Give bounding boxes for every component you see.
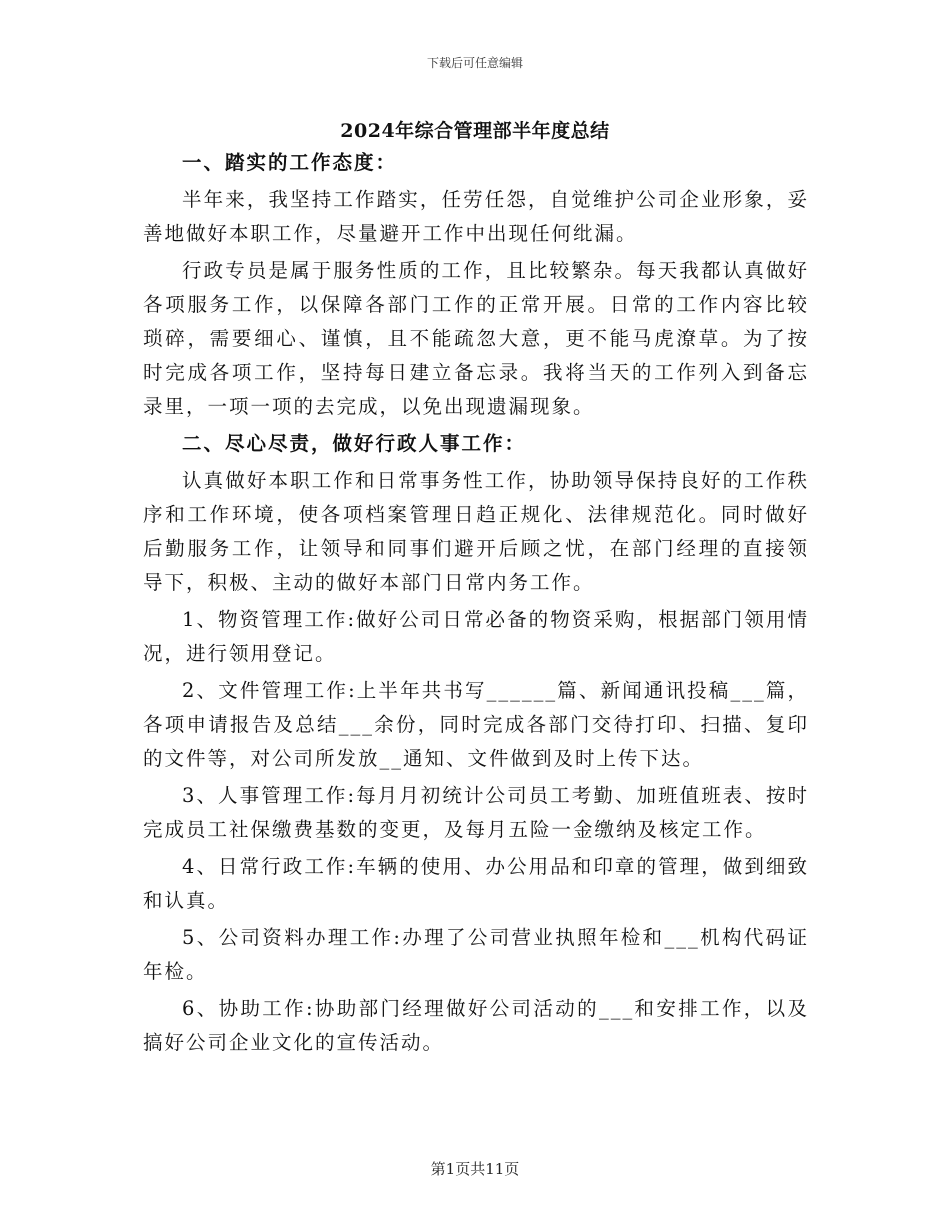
paragraph: 认真做好本职工作和日常事务性工作，协助领导保持良好的工作秩序和工作环境，使各项档案管理日趋正规化、法律规范化。同时做好后勤服务工作，让领导和同事们避开后顾之忧，在部门经理的直接领导下，积极、主动的做好本部门日常内务工作。 — [143, 469, 809, 594]
list-item: 4、日常行政工作:车辆的使用、办公用品和印章的管理，做到细致和认真。 — [143, 855, 809, 912]
list-item: 1、物资管理工作:做好公司日常必备的物资采购，根据部门领用情况，进行领用登记。 — [143, 608, 809, 665]
paragraph: 行政专员是属于服务性质的工作，且比较繁杂。每天我都认真做好各项服务工作，以保障各部门工作的正常开展。日常的工作内容比较琐碎，需要细心、谨慎，且不能疏忽大意，更不能马虎潦草。为了按时完成各项工作，坚持每日建立备忘录。我将当天的工作列入到备忘录里，一项一项的去完成，以免出现遗漏现象。 — [143, 259, 809, 418]
header-note: 下载后可任意编辑 — [426, 56, 523, 70]
list-item: 2、文件管理工作:上半年共书写______篇、新闻通讯投稿___篇，各项申请报告及总结___余份，同时完成各部门交待打印、扫描、复印的文件等，对公司所发放__通知、文件做到及时上传下达。 — [143, 679, 809, 770]
list-item: 3、人事管理工作:每月月初统计公司员工考勤、加班值班表、按时完成员工社保缴费基数的变更，及每月五险一金缴纳及核定工作。 — [143, 784, 809, 841]
document-title: 2024年综合管理部半年度总结 — [340, 120, 610, 142]
list-item: 5、公司资料办理工作:办理了公司营业执照年检和___机构代码证年检。 — [143, 926, 809, 983]
section-heading-2: 二、尽心尽责，做好行政人事工作： — [182, 432, 527, 455]
section-heading-1: 一、踏实的工作态度： — [182, 151, 398, 174]
page-footer: 第1页共11页 — [430, 1160, 520, 1178]
document-body — [143, 146, 809, 1060]
list-item: 6、协助工作:协助部门经理做好公司活动的___和安排工作，以及搞好公司企业文化的宣传活动。 — [143, 997, 809, 1054]
paragraph: 半年来，我坚持工作踏实，任劳任怨，自觉维护公司企业形象，妥善地做好本职工作，尽量避开工作中出现任何纰漏。 — [143, 188, 809, 245]
